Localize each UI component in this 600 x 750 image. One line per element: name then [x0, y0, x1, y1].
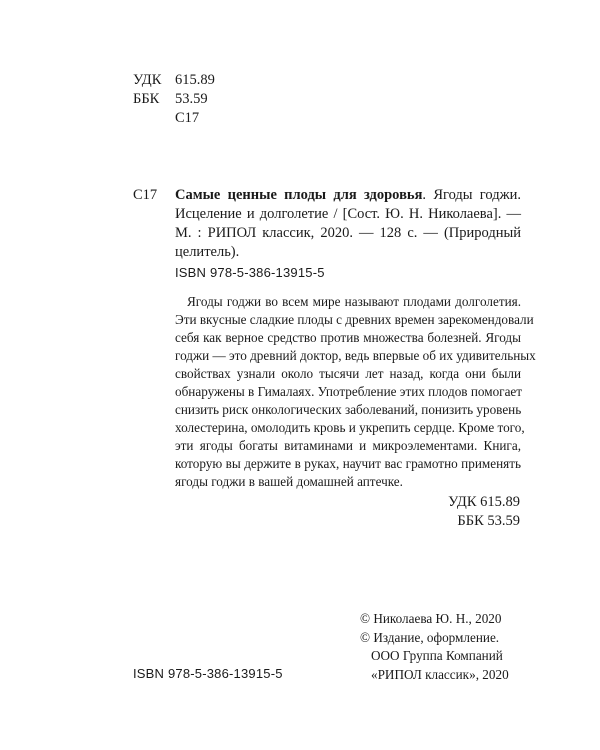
annotation-line: годжи — это древний доктор, ведь впервые об их удивительных: [175, 348, 536, 363]
copyright-line: © Издание, оформление.: [360, 629, 500, 645]
bbk-line: [133, 90, 208, 109]
book-title: Самые ценные плоды для здоровья: [175, 187, 423, 203]
isbn-main: ISBN 978-5-386-13915-5: [175, 265, 325, 280]
bbk-label: ББК: [133, 91, 160, 107]
isbn-bottom: ISBN 978-5-386-13915-5: [133, 666, 283, 681]
bibliography-line-4: целитель).: [175, 244, 240, 260]
annotation-line: снизить риск онкологических заболеваний, понизить уровень: [175, 402, 522, 417]
annotation-line: Эти вкусные сладкие плоды с древних времен зарекомендовали: [175, 312, 534, 327]
bbk-value: 53.59: [175, 91, 208, 107]
annotation-line: себя как верное средство против множества болезней. Ягоды: [175, 330, 521, 345]
annotation-line: холестерина, омолодить кровь и укрепить сердце. Кроме того,: [175, 420, 525, 435]
udk-label: УДК: [133, 72, 162, 88]
copyright-line: «РИПОЛ классик», 2020: [371, 666, 509, 682]
author-mark: С17: [175, 110, 200, 126]
bibliography-line-1-rest: . Ягоды годжи.: [422, 187, 521, 203]
bibliography-line-1: [175, 186, 521, 205]
annotation-line: обнаружены в Гималаях. Употребление этих плодов помогает: [175, 384, 523, 399]
bibliography-line-2: Исцеление и долголетие / [Сост. Ю. Н. Николаева]. —: [175, 206, 521, 222]
copyright-line: ООО Группа Компаний: [371, 648, 503, 663]
copyright-line: © Николаева Ю. Н., 2020: [360, 611, 502, 626]
annotation-line: которую вы держите в руках, научит вас грамотно применять: [175, 456, 521, 471]
annotation: [175, 293, 536, 491]
udk-line: [133, 71, 215, 90]
annotation-udk: УДК 615.89: [448, 494, 520, 510]
bibliography-record: [175, 186, 521, 262]
bibliography-mark: С17: [133, 187, 158, 203]
bibliography-line-3: М. : РИПОЛ классик, 2020. — 128 с. — (Природный: [175, 225, 521, 241]
annotation-bbk: ББК 53.59: [457, 513, 520, 529]
copyright-block: [360, 610, 509, 684]
annotation-line: свойствах узнали около тысячи лет назад, когда они были: [175, 366, 521, 381]
annotation-line: ягоды годжи в вашей домашней аптечке.: [175, 474, 403, 489]
annotation-line: эти ягоды богаты витаминами и микроэлементами. Книга,: [175, 438, 521, 453]
udk-value: 615.89: [175, 72, 215, 88]
annotation-line: Ягоды годжи во всем мире называют плодами долголетия.: [187, 294, 521, 309]
